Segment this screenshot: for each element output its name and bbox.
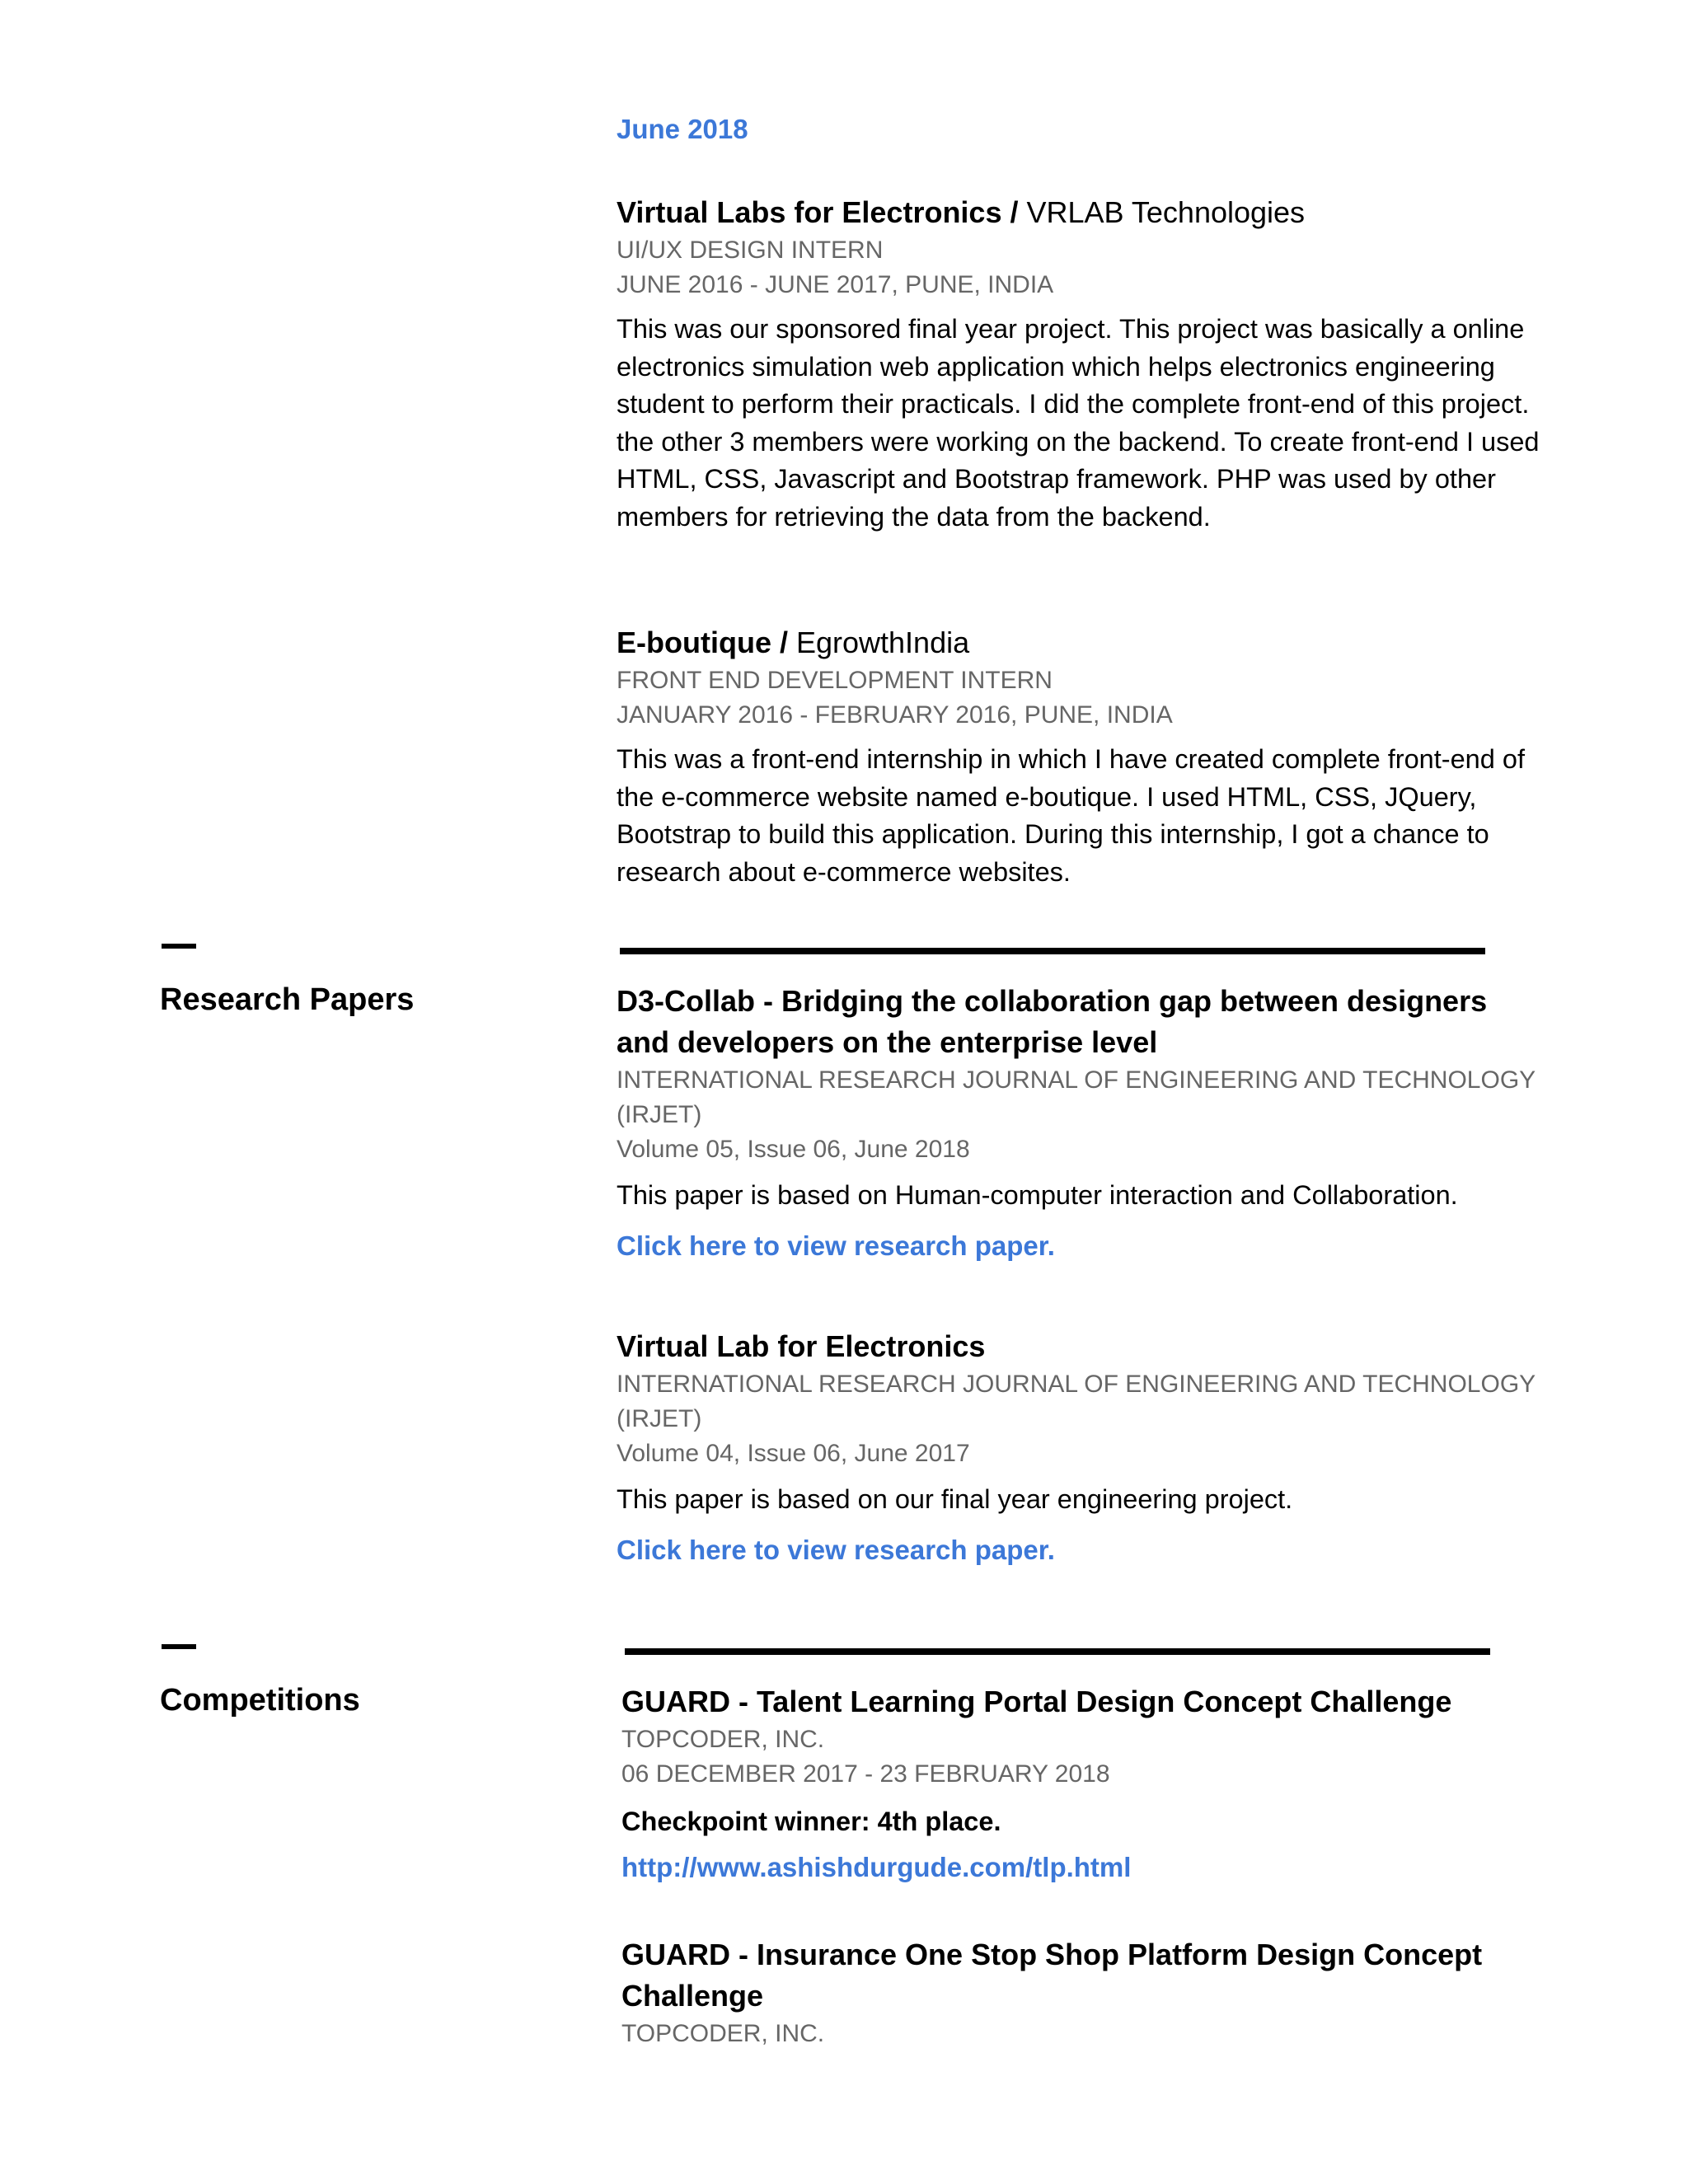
experience-title — [617, 192, 1540, 233]
competition-result: Checkpoint winner: 4th place. — [621, 1807, 1001, 1836]
section-rule — [625, 1648, 1490, 1655]
competition-title: GUARD - Insurance One Stop Shop Platform Design Concept Challenge — [621, 1938, 1483, 2013]
competition-entry — [621, 1934, 1545, 2051]
description: This was a front-end internship in which I have created complete front-end of the e-commerce website named e-boutique. I used HTML, CSS, JQuery, Bootstrap to build this application. During this internship, I got a chance to research about e-commerce websites. — [617, 744, 1525, 887]
company-name: EgrowthIndia — [795, 626, 970, 659]
paper-title: D3-Collab - Bridging the collaboration gap between designers and developers on the enterprise level — [617, 984, 1488, 1059]
period: JANUARY 2016 - FEBRUARY 2016, PUNE, INDIA — [617, 701, 1173, 729]
period: JUNE 2016 - JUNE 2017, PUNE, INDIA — [617, 271, 1054, 298]
project-name: Virtual Labs for Electronics — [617, 195, 1002, 229]
journal-name: INTERNATIONAL RESEARCH JOURNAL OF ENGINEERING AND TECHNOLOGY (IRJET) — [617, 1371, 1536, 1432]
view-paper-link[interactable]: Click here to view research paper. — [617, 1230, 1055, 1261]
volume-info: Volume 04, Issue 06, June 2017 — [617, 1440, 970, 1467]
competition-link[interactable]: http://www.ashishdurgude.com/tlp.html — [621, 1852, 1132, 1882]
paper-description: This paper is based on our final year engineering project. — [617, 1484, 1293, 1514]
section-rule — [620, 948, 1485, 954]
experience-entry — [617, 192, 1540, 536]
journal-name: INTERNATIONAL RESEARCH JOURNAL OF ENGINEERING AND TECHNOLOGY (IRJET) — [617, 1066, 1536, 1128]
role: UI/UX DESIGN INTERN — [617, 237, 884, 264]
project-name: E-boutique — [617, 626, 771, 659]
education-date: June 2018 — [617, 114, 748, 144]
section-title-competitions: Competitions — [160, 1683, 360, 1718]
section-dash — [162, 1644, 196, 1649]
competition-title: GUARD - Talent Learning Portal Design Concept Challenge — [621, 1685, 1452, 1718]
research-paper — [617, 1326, 1540, 1568]
section-title-research: Research Papers — [160, 982, 415, 1017]
volume-info: Volume 05, Issue 06, June 2018 — [617, 1136, 970, 1163]
research-paper — [617, 981, 1540, 1264]
section-dash — [162, 944, 196, 949]
experience-entry — [617, 622, 1540, 891]
title-separator: / — [771, 626, 796, 659]
competition-period: 06 DECEMBER 2017 - 23 FEBRUARY 2018 — [621, 1760, 1110, 1788]
competition-company: TOPCODER, INC. — [621, 1726, 825, 1753]
view-paper-link[interactable]: Click here to view research paper. — [617, 1534, 1055, 1565]
role: FRONT END DEVELOPMENT INTERN — [617, 667, 1053, 694]
competition-company: TOPCODER, INC. — [621, 2020, 825, 2047]
paper-title: Virtual Lab for Electronics — [617, 1329, 986, 1363]
experience-title — [617, 622, 1540, 663]
title-separator: / — [1001, 195, 1027, 229]
description: This was our sponsored final year project. This project was basically a online electronics simulation web application which helps electronics engineering student to perform their practicals. I did the complete front-end of this project. the other 3 members were working on the backend. To create front-end I used HTML, CSS, Javascript and Bootstrap framework. PHP was used by other members for retrieving the data from the backend. — [617, 314, 1540, 532]
paper-description: This paper is based on Human-computer interaction and Collaboration. — [617, 1180, 1458, 1210]
company-name: VRLAB Technologies — [1026, 195, 1306, 229]
competition-entry — [621, 1681, 1545, 1886]
